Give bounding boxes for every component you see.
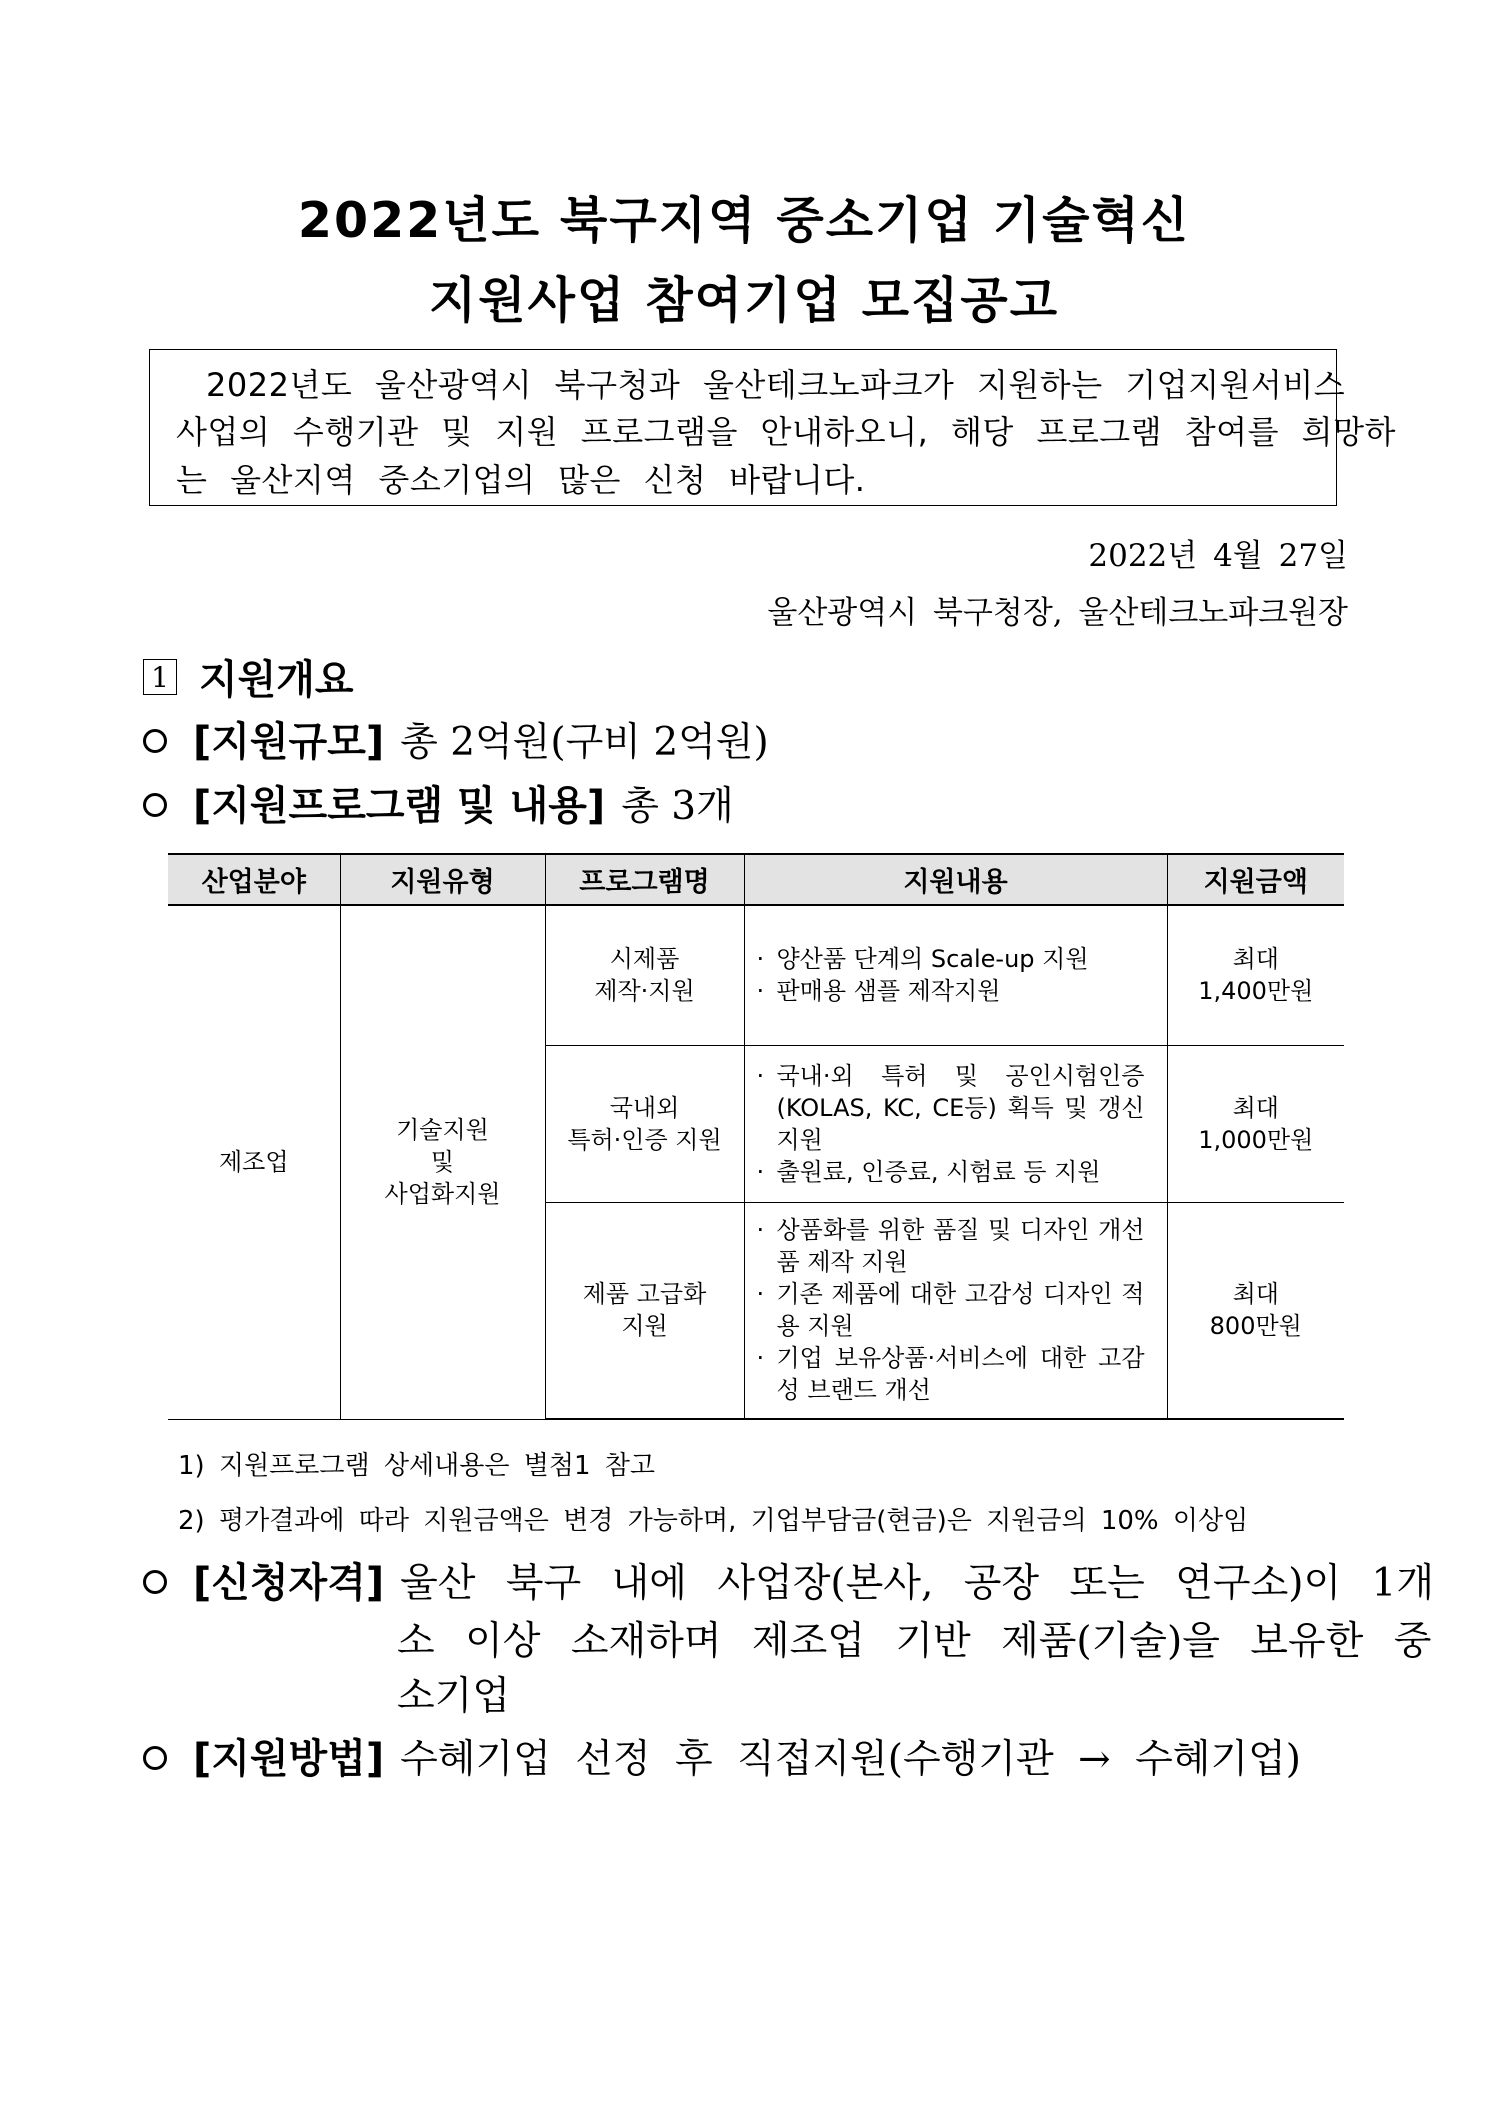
amount-line: 최대 — [1232, 945, 1279, 974]
content-item — [757, 1060, 1145, 1156]
bullet-dot: · — [756, 1344, 765, 1373]
page-title-line1: 2022년도 북구지역 중소기업 기술혁신 — [297, 192, 1191, 249]
table-note-2: 2) 평가결과에 따라 지원금액은 변경 가능하며, 기업부담금(현금)은 지원금의 10% 이상임 — [178, 1506, 1249, 1536]
support-type-line: 사업화지원 — [384, 1180, 501, 1209]
support-type-cell — [340, 905, 545, 1419]
program-name-line: 지원 — [621, 1312, 668, 1341]
bullet-label: [지원방법] — [193, 1736, 385, 1782]
bullet-dot: · — [756, 1061, 765, 1090]
support-type-line: 및 — [430, 1148, 455, 1177]
content-text: 국내·외 특허 및 공인시험인증 (KOLAS, KC, CE등) 획득 및 갱신 지원 — [776, 1061, 1145, 1154]
bullet-text: 총 3개 — [621, 784, 734, 829]
content-text: 상품화를 위한 품질 및 디자인 개선품 제작 지원 — [776, 1216, 1145, 1277]
support-content-cell — [744, 1045, 1167, 1202]
support-amount-cell — [1167, 905, 1344, 1045]
table-note-1: 1) 지원프로그램 상세내용은 별첨1 참고 — [178, 1451, 656, 1481]
program-name-line: 시제품 — [609, 945, 680, 974]
bullet-label: [지원규모] — [193, 719, 385, 765]
industry-cell: 제조업 — [168, 905, 340, 1419]
program-name-line: 국내외 — [609, 1093, 680, 1122]
bullet-text: 수혜기업 선정 후 직접지원(수행기관 → 수혜기업) — [400, 1737, 1302, 1782]
circle-bullet-icon — [143, 793, 167, 817]
section-number-box: 1 — [143, 659, 177, 695]
program-name-cell — [545, 1045, 744, 1202]
header-support-content: 지원내용 — [744, 854, 1167, 905]
bullet-dot: · — [756, 977, 765, 1006]
content-text: 출원료, 인증료, 시험료 등 지원 — [776, 1157, 1101, 1186]
amount-line: 최대 — [1232, 1093, 1279, 1122]
announcement-date: 2022년 4월 27일 — [1088, 538, 1348, 574]
bullet-dot: · — [756, 945, 765, 974]
eligibility-line-2: 소 이상 소재하며 제조업 기반 제품(기술)을 보유한 중 — [397, 1619, 1432, 1664]
content-item — [757, 1214, 1145, 1278]
bullet-dot: · — [756, 1280, 765, 1309]
announcing-organization: 울산광역시 북구청장, 울산테크노파크원장 — [767, 595, 1348, 631]
program-name-line: 제작·지원 — [594, 977, 695, 1006]
support-content-cell — [744, 905, 1167, 1045]
intro-box — [149, 349, 1396, 506]
header-industry: 산업분야 — [168, 854, 340, 905]
bullet-text: 총 2억원(구비 2억원) — [400, 720, 769, 765]
bullet-support-method — [143, 1727, 1301, 1784]
amount-line: 1,000만원 — [1198, 1125, 1314, 1154]
bullet-label: [지원프로그램 및 내용] — [193, 783, 606, 829]
content-item — [757, 975, 1145, 1007]
intro-line-3: 는 울산지역 중소기업의 많은 신청 바랍니다. — [176, 461, 866, 499]
section-title: 지원개요 — [199, 657, 354, 703]
intro-line-2: 사업의 수행기관 및 지원 프로그램을 안내하오니, 해당 프로그램 참여를 희망하 — [176, 413, 1396, 451]
content-item — [757, 1342, 1145, 1406]
bullet-support-scale — [143, 710, 769, 767]
section-heading — [143, 648, 354, 705]
content-item — [757, 943, 1145, 975]
header-support-amount: 지원금액 — [1167, 854, 1344, 905]
program-table — [168, 853, 1344, 1420]
program-name-line: 특허·인증 지원 — [567, 1125, 722, 1154]
circle-bullet-icon — [143, 1746, 167, 1770]
bullet-dot: · — [756, 1216, 765, 1245]
amount-line: 최대 — [1232, 1280, 1279, 1309]
content-text: 판매용 샘플 제작지원 — [776, 977, 1001, 1006]
content-text: 기업 보유상품·서비스에 대한 고감성 브랜드 개선 — [776, 1344, 1145, 1405]
amount-line: 800만원 — [1209, 1312, 1302, 1341]
circle-bullet-icon — [143, 1570, 167, 1594]
program-name-line: 제품 고급화 — [582, 1280, 707, 1309]
header-program-name: 프로그램명 — [545, 854, 744, 905]
content-item — [757, 1156, 1145, 1188]
support-content-cell — [744, 1202, 1167, 1419]
support-amount-cell — [1167, 1045, 1344, 1202]
intro-line-1: 2022년도 울산광역시 북구청과 울산테크노파크가 지원하는 기업지원서비스 — [206, 366, 1346, 404]
bullet-dot: · — [756, 1157, 765, 1186]
eligibility-line-3: 소기업 — [397, 1674, 511, 1719]
header-support-type: 지원유형 — [340, 854, 545, 905]
content-text: 양산품 단계의 Scale-up 지원 — [776, 945, 1089, 974]
program-name-cell — [545, 1202, 744, 1419]
table-header-row — [168, 854, 1344, 905]
bullet-eligibility — [143, 1551, 1434, 1608]
bullet-label: [신청자격] — [193, 1560, 385, 1606]
page-title-line2: 지원사업 참여기업 모집공고 — [428, 272, 1060, 329]
program-name-cell — [545, 905, 744, 1045]
table-row — [168, 905, 1344, 1045]
bullet-text: 울산 북구 내에 사업장(본사, 공장 또는 연구소)이 1개 — [400, 1561, 1435, 1606]
content-text: 기존 제품에 대한 고감성 디자인 적용 지원 — [776, 1280, 1145, 1341]
support-amount-cell — [1167, 1202, 1344, 1419]
support-type-line: 기술지원 — [396, 1116, 489, 1145]
content-item — [757, 1278, 1145, 1342]
amount-line: 1,400만원 — [1198, 977, 1314, 1006]
bullet-support-program — [143, 774, 734, 831]
circle-bullet-icon — [143, 729, 167, 753]
